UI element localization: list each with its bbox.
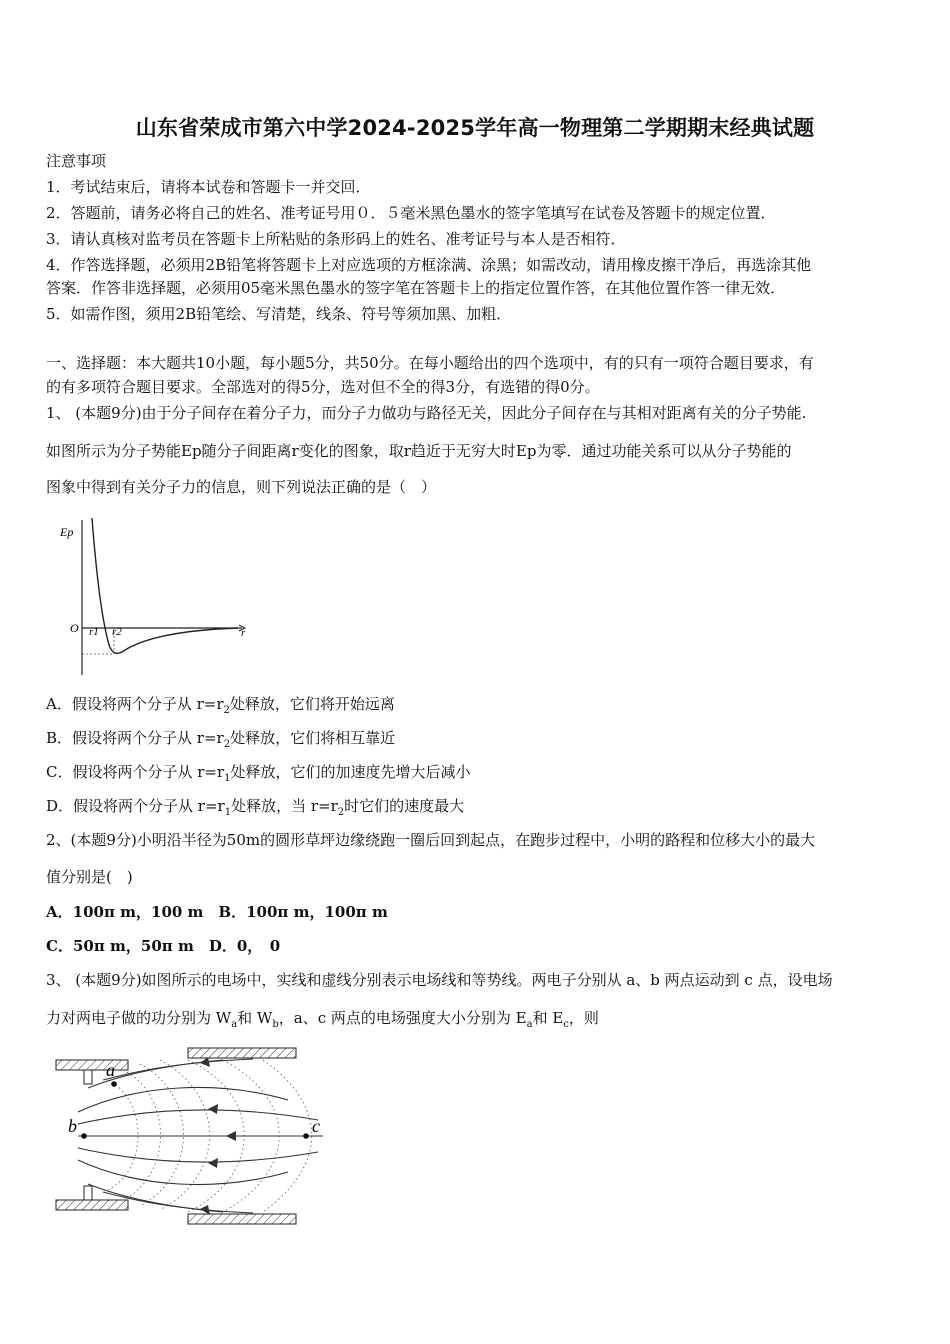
point-a — [111, 1081, 117, 1087]
r1-label: r1 — [89, 626, 99, 638]
y-axis-label: Ep — [60, 525, 74, 539]
electric-field-diagram — [48, 1040, 338, 1230]
section-heading: 一、选择题：本大题共10小题，每小题5分，共50分。在每小题给出的四个选项中，有的只有一项符合题目要求，有 — [46, 354, 814, 372]
notice-item-4: 4．作答选择题，必须用2B铅笔将答题卡上对应选项的方框涂满、涂黑；如需改动，请用橡皮擦干净后，再选涂其他 — [46, 256, 812, 274]
left-top-plate — [56, 1060, 128, 1070]
notice-item-1: 1．考试结束后，请将本试卷和答题卡一并交回． — [46, 178, 371, 196]
question-2-stem-2: 值分别是( ) — [46, 868, 133, 886]
notice-item-2: 2．答题前，请务必将自己的姓名、准考证号用０．５毫米黑色墨水的签字笔填写在试卷及答题卡的规定位置． — [46, 204, 776, 222]
origin-label: O — [70, 621, 79, 635]
section-heading-cont: 的有多项符合题目要求。全部选对的得5分，选对但不全的得3分，有选错的得0分。 — [46, 378, 600, 396]
q1-option-d[interactable]: D．假设将两个分子从 $r=r_1$处释放，当 $r=r_2$时它们的速度最大 — [46, 797, 465, 818]
left-bottom-tip — [84, 1186, 92, 1200]
r2-label: r2 — [112, 626, 122, 638]
x-axis-label: r — [241, 627, 246, 639]
question-3-stem-2: 力对两电子做的功分别为 $W_a$和 $W_b$，a、c 两点的电场强度大小分别为 $E_a$和 $E_c$，则 — [46, 1009, 599, 1029]
notice-item-5: 5．如需作图，须用2B铅笔绘、写清楚，线条、符号等须加黑、加粗． — [46, 305, 512, 323]
q2-options-cd[interactable]: C．50π m，50π m D．0， 0 — [46, 937, 281, 955]
label-b: b — [68, 1116, 77, 1136]
potential-energy-graph — [52, 510, 262, 680]
notice-item-4-cont: 答案．作答非选择题，必须用05毫米黑色墨水的签字笔在答题卡上的指定位置作答，在其他位置作答一律无效． — [46, 279, 786, 297]
label-c: c — [312, 1116, 320, 1136]
q1-option-a[interactable]: A．假设将两个分子从 $r=r_2$处释放，它们将开始远离 — [46, 695, 395, 716]
point-b — [81, 1133, 87, 1139]
page-title: 山东省荣成市第六中学2024-2025学年高一物理第二学期期末经典试题 — [135, 116, 815, 140]
q1-option-b[interactable]: B．假设将两个分子从 $r=r_2$处释放，它们将相互靠近 — [46, 729, 396, 750]
left-top-tip — [84, 1070, 92, 1084]
question-1-stem-2: 如图所示为分子势能Ep随分子间距离r变化的图象，取r趋近于无穷大时Ep为零．通过功能关系可以从分子势能的 — [46, 442, 792, 460]
notice-item-3: 3．请认真核对监考员在答题卡上所粘贴的条形码上的姓名、准考证号与本人是否相符． — [46, 230, 626, 248]
notice-heading: 注意事项 — [46, 152, 107, 170]
question-1-stem: 1、 (本题9分)由于分子间存在着分子力，而分子力做功与路径无关，因此分子间存在与其相对距离有关的分子势能. — [46, 404, 807, 422]
point-c — [303, 1133, 309, 1139]
right-top-plate — [188, 1048, 296, 1058]
right-bottom-plate — [188, 1214, 296, 1224]
question-2-stem: 2、(本题9分)小明沿半径为50m的圆形草坪边缘绕跑一圈后回到起点，在跑步过程中，小明的路程和位移大小的最大 — [46, 831, 816, 849]
label-a: a — [106, 1060, 115, 1080]
q2-options-ab[interactable]: A．100π m，100 m B．100π m，100π m — [46, 903, 388, 921]
q1-option-c[interactable]: C．假设将两个分子从 $r=r_1$处释放，它们的加速度先增大后减小 — [46, 763, 471, 784]
question-1-stem-3: 图象中得到有关分子力的信息，则下列说法正确的是（ ） — [46, 478, 437, 496]
left-bottom-plate — [56, 1200, 128, 1210]
question-3-stem: 3、 (本题9分)如图所示的电场中，实线和虚线分别表示电场线和等势线。两电子分别从 a、b 两点运动到 c 点，设电场 — [46, 971, 833, 989]
